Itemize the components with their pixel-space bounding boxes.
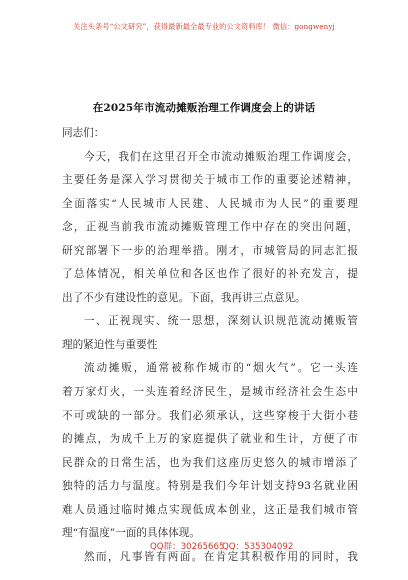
document-body (62, 122, 358, 569)
body-line: 今天，我们在这里召开全市流动摊贩治理工作调度会， (84, 150, 358, 163)
body-line: 主要任务是深入学习贯彻关于城市工作的重要论述精神， (62, 174, 358, 187)
body-line: 不可或缺的一部分。我们必须承认，这些穿梭于大街小巷 (62, 409, 358, 422)
body-line: 着万家灯火，一头连着经济民生，是城市经济社会生态中 (62, 386, 358, 399)
footer-qq-group: QQ群：30265665 (150, 542, 225, 552)
body-line: 念，正视当前我市流动摊贩管理工作中存在的突出问题， (62, 221, 358, 234)
body-line: 的摊点，为成千上万的家庭提供了就业和生计，方便了市 (62, 433, 358, 446)
body-line: 出了不少有建设性的意见。下面，我再讲三点意见。 (62, 291, 306, 304)
footer-qq-number: QQ：535304092 (222, 542, 294, 552)
body-line: 流动摊贩，通常被称作城市的“烟火气”。它一头连 (84, 362, 358, 375)
body-line: 民群众的日常生活，也为我们这座历史悠久的城市增添了 (62, 456, 358, 469)
body-line: 研究部署下一步的治理举措。刚才，市城管局的同志汇报 (62, 244, 358, 257)
body-line: 了总体情况，相关单位和各区也作了很好的补充发言，提 (62, 268, 358, 281)
section-heading-line: 一、正视现实、统一思想，深刻认识规范流动摊贩管 (84, 315, 358, 328)
body-line: 理“有温度”一面的具体体现。 (62, 527, 200, 540)
header-promo-note: 关注头条号“公文研究”，获得最新最全最专业的公文资料库！ 微信：gongwenyj (73, 22, 335, 31)
body-line: 然而，凡事皆有两面。在肯定其积极作用的同时，我 (84, 550, 358, 563)
document-title: 在2025年市流动摊贩治理工作调度会上的讲话 (92, 102, 316, 114)
body-line: 独特的活力与温度。特别是我们今年计划支持93名就业困 (62, 480, 358, 493)
body-line: 难人员通过临时摊点实现低成本创业，这正是我们城市管 (62, 503, 358, 516)
section-heading-line: 理的紧迫性与重要性 (62, 338, 158, 351)
salutation-line: 同志们： (62, 127, 105, 139)
body-line: 全面落实“人民城市人民建、人民城市为人民”的重要理 (62, 197, 358, 210)
